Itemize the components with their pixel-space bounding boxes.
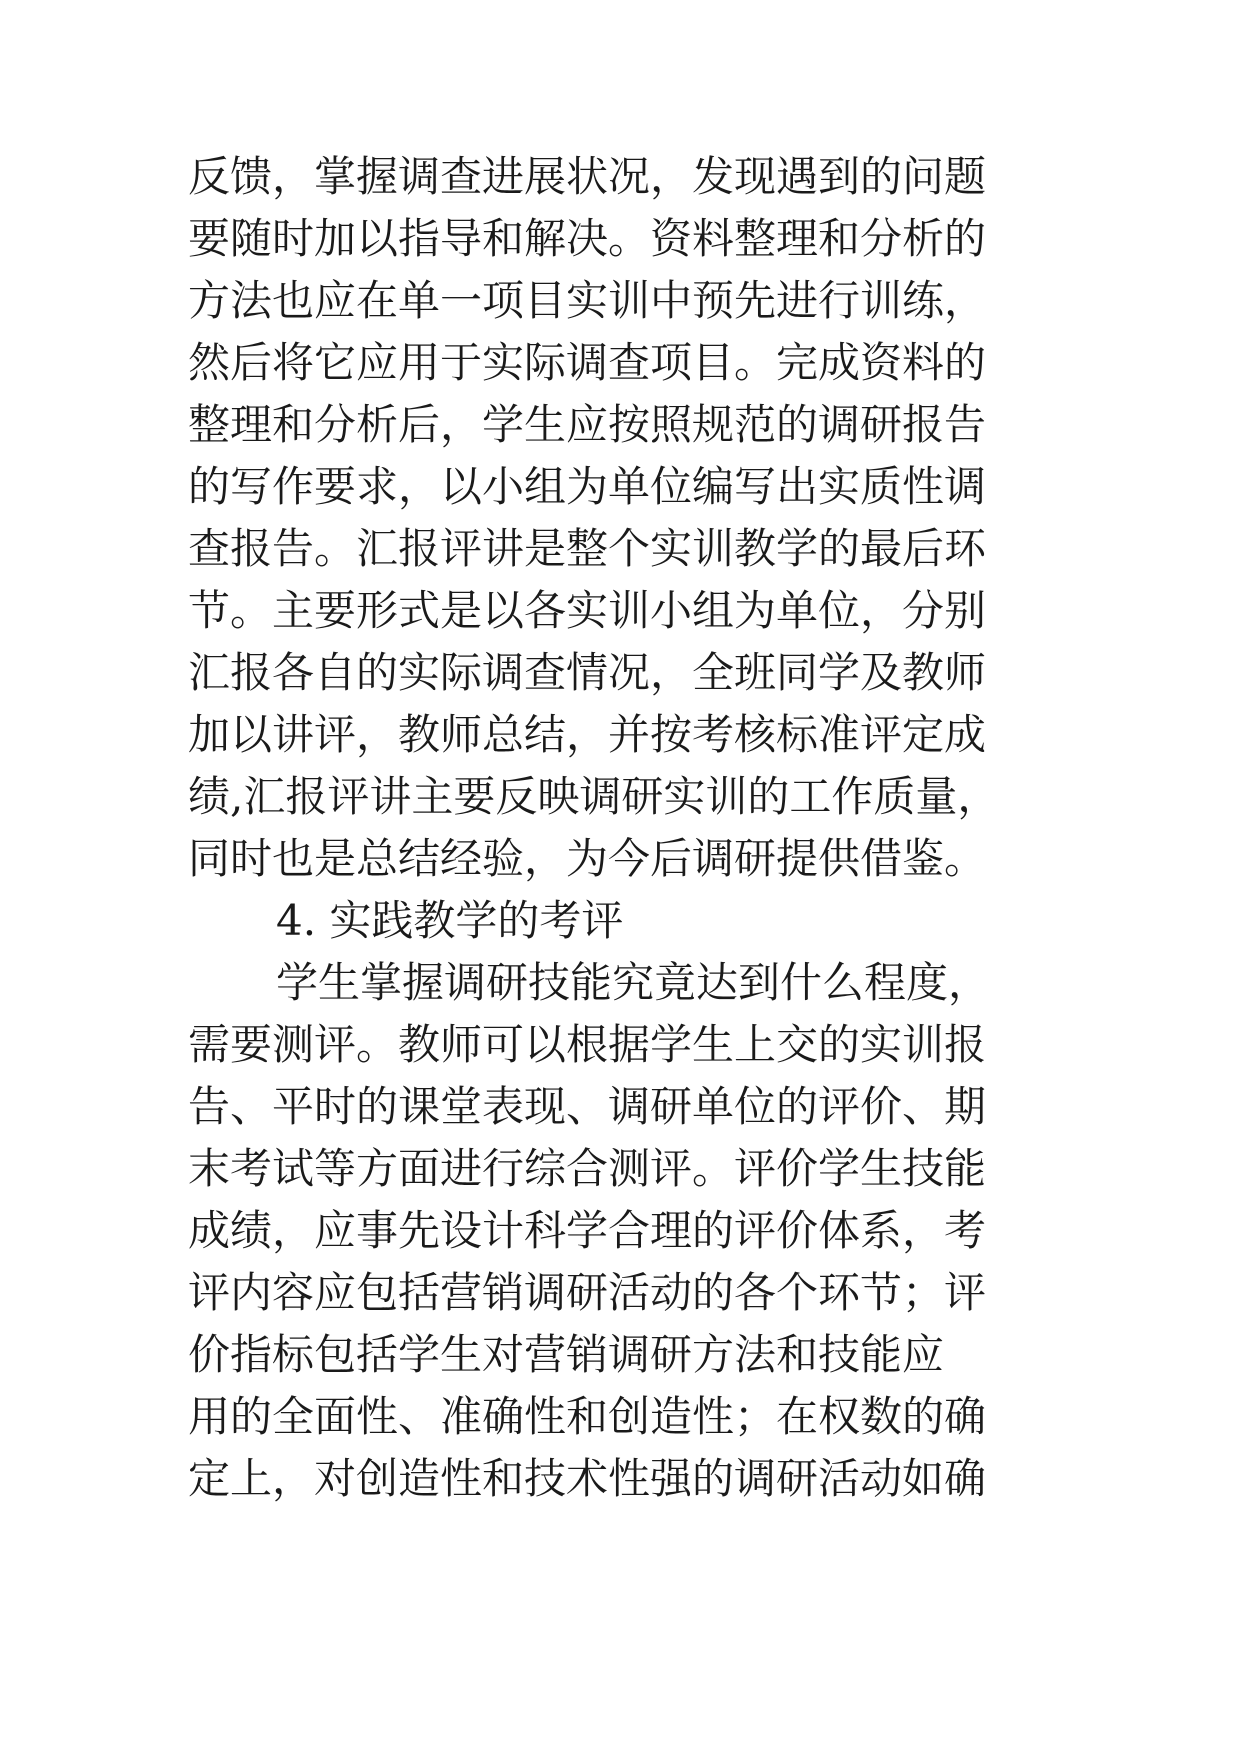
text-line: 评内容应包括营销调研活动的各个环节；评 xyxy=(188,1268,987,1317)
text-line: 的写作要求，以小组为单位编写出实质性调 xyxy=(188,462,987,511)
text-line: 反馈，掌握调查进展状况，发现遇到的问题 xyxy=(188,152,987,201)
text-line: 成绩，应事先设计科学合理的评价体系，考 xyxy=(188,1206,987,1255)
text-line: 加以讲评，教师总结，并按考核标准评定成 xyxy=(188,710,987,759)
text-line: 然后将它应用于实际调查项目。完成资料的 xyxy=(188,338,987,387)
text-line: 要随时加以指导和解决。资料整理和分析的 xyxy=(188,214,987,263)
text-line: 方法也应在单一项目实训中预先进行训练， xyxy=(188,276,987,325)
text-line: 告、平时的课堂表现、调研单位的评价、期 xyxy=(188,1082,987,1131)
text-line: 整理和分析后，学生应按照规范的调研报告 xyxy=(188,400,987,449)
paragraph-first-line: 学生掌握调研技能究竟达到什么程度， xyxy=(276,958,991,1007)
text-line: 绩,汇报评讲主要反映调研实训的工作质量， xyxy=(188,772,1000,821)
section-heading: 4. 实践教学的考评 xyxy=(276,896,624,945)
text-line: 需要测评。教师可以根据学生上交的实训报 xyxy=(188,1020,987,1069)
text-line: 价指标包括学生对营销调研方法和技能应 xyxy=(188,1330,945,1379)
text-line: 末考试等方面进行综合测评。评价学生技能 xyxy=(188,1144,987,1193)
body-text xyxy=(188,146,1088,1510)
text-line: 节。主要形式是以各实训小组为单位，分别 xyxy=(188,586,987,635)
text-line: 汇报各自的实际调查情况，全班同学及教师 xyxy=(188,648,987,697)
text-line: 定上，对创造性和技术性强的调研活动如确 xyxy=(188,1454,987,1503)
text-line: 用的全面性、准确性和创造性；在权数的确 xyxy=(188,1392,987,1441)
text-line: 查报告。汇报评讲是整个实训教学的最后环 xyxy=(188,524,987,573)
text-line: 同时也是总结经验，为今后调研提供借鉴。 xyxy=(188,834,987,883)
